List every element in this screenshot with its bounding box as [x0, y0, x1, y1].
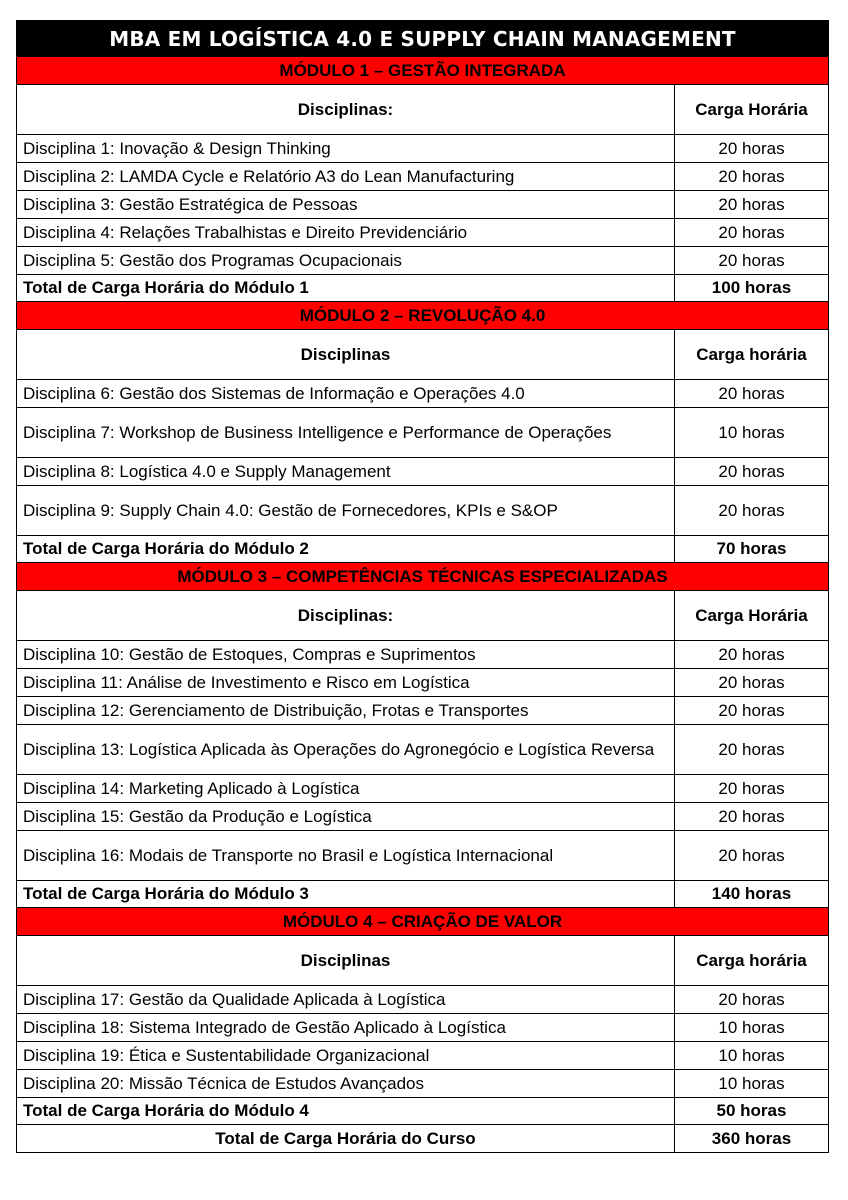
discipline-hours: 20 horas: [675, 163, 829, 191]
discipline-row: [17, 697, 829, 725]
discipline-row: [17, 1014, 829, 1042]
module-1-column-header-row: [17, 85, 829, 135]
discipline-row: [17, 380, 829, 408]
discipline-row: [17, 408, 829, 458]
column-header-carga-horaria: Carga Horária: [675, 591, 829, 641]
discipline-name: Disciplina 3: Gestão Estratégica de Pessoas: [17, 191, 675, 219]
module-3-heading-row: [17, 563, 829, 591]
discipline-hours: 20 horas: [675, 831, 829, 881]
discipline-name: Disciplina 9: Supply Chain 4.0: Gestão de Fornecedores, KPIs e S&OP: [17, 486, 675, 536]
column-header-disciplinas: Disciplinas: [17, 936, 675, 986]
discipline-name: Disciplina 12: Gerenciamento de Distribuição, Frotas e Transportes: [17, 697, 675, 725]
discipline-row: [17, 1070, 829, 1098]
discipline-name: Disciplina 17: Gestão da Qualidade Aplicada à Logística: [17, 986, 675, 1014]
discipline-hours: 20 horas: [675, 641, 829, 669]
discipline-hours: 10 horas: [675, 1070, 829, 1098]
column-header-carga-horaria: Carga Horária: [675, 85, 829, 135]
discipline-row: [17, 163, 829, 191]
curriculum-table-body: [17, 21, 829, 1153]
discipline-hours: 20 horas: [675, 775, 829, 803]
module-total-label: Total de Carga Horária do Módulo 2: [17, 536, 675, 563]
module-heading: MÓDULO 4 – CRIAÇÃO DE VALOR: [17, 908, 829, 936]
discipline-name: Disciplina 7: Workshop de Business Intelligence e Performance de Operações: [17, 408, 675, 458]
discipline-name: Disciplina 6: Gestão dos Sistemas de Informação e Operações 4.0: [17, 380, 675, 408]
discipline-row: [17, 135, 829, 163]
discipline-name: Disciplina 15: Gestão da Produção e Logística: [17, 803, 675, 831]
discipline-name: Disciplina 2: LAMDA Cycle e Relatório A3 do Lean Manufacturing: [17, 163, 675, 191]
module-total-value: 50 horas: [675, 1098, 829, 1125]
module-4-column-header-row: [17, 936, 829, 986]
discipline-name: Disciplina 4: Relações Trabalhistas e Direito Previdenciário: [17, 219, 675, 247]
module-total-value: 140 horas: [675, 881, 829, 908]
discipline-row: [17, 831, 829, 881]
column-header-disciplinas: Disciplinas:: [17, 85, 675, 135]
discipline-hours: 20 horas: [675, 380, 829, 408]
discipline-row: [17, 1042, 829, 1070]
discipline-name: Disciplina 20: Missão Técnica de Estudos Avançados: [17, 1070, 675, 1098]
discipline-row: [17, 247, 829, 275]
course-total-value: 360 horas: [675, 1125, 829, 1153]
module-heading: MÓDULO 3 – COMPETÊNCIAS TÉCNICAS ESPECIALIZADAS: [17, 563, 829, 591]
module-4-heading-row: [17, 908, 829, 936]
discipline-name: Disciplina 11: Análise de Investimento e Risco em Logística: [17, 669, 675, 697]
discipline-hours: 10 horas: [675, 408, 829, 458]
discipline-row: [17, 986, 829, 1014]
discipline-hours: 20 horas: [675, 219, 829, 247]
discipline-row: [17, 803, 829, 831]
discipline-name: Disciplina 1: Inovação & Design Thinking: [17, 135, 675, 163]
discipline-row: [17, 486, 829, 536]
discipline-name: Disciplina 8: Logística 4.0 e Supply Management: [17, 458, 675, 486]
module-heading: MÓDULO 1 – GESTÃO INTEGRADA: [17, 57, 829, 85]
discipline-hours: 10 horas: [675, 1014, 829, 1042]
module-1-total-row: [17, 275, 829, 302]
module-3-column-header-row: [17, 591, 829, 641]
module-total-label: Total de Carga Horária do Módulo 3: [17, 881, 675, 908]
curriculum-table: [16, 20, 829, 1153]
module-3-total-row: [17, 881, 829, 908]
discipline-row: [17, 775, 829, 803]
discipline-name: Disciplina 13: Logística Aplicada às Operações do Agronegócio e Logística Reversa: [17, 725, 675, 775]
discipline-row: [17, 458, 829, 486]
module-2-heading-row: [17, 302, 829, 330]
discipline-hours: 10 horas: [675, 1042, 829, 1070]
discipline-row: [17, 641, 829, 669]
module-total-label: Total de Carga Horária do Módulo 4: [17, 1098, 675, 1125]
discipline-hours: 20 horas: [675, 458, 829, 486]
discipline-hours: 20 horas: [675, 669, 829, 697]
discipline-row: [17, 219, 829, 247]
discipline-hours: 20 horas: [675, 725, 829, 775]
module-1-heading-row: [17, 57, 829, 85]
column-header-carga-horaria: Carga horária: [675, 330, 829, 380]
discipline-hours: 20 horas: [675, 697, 829, 725]
module-heading: MÓDULO 2 – REVOLUÇÃO 4.0: [17, 302, 829, 330]
discipline-hours: 20 horas: [675, 135, 829, 163]
discipline-row: [17, 669, 829, 697]
module-total-value: 70 horas: [675, 536, 829, 563]
discipline-row: [17, 725, 829, 775]
module-total-value: 100 horas: [675, 275, 829, 302]
column-header-disciplinas: Disciplinas: [17, 330, 675, 380]
course-total-row: [17, 1125, 829, 1153]
title-row: [17, 21, 829, 57]
module-2-total-row: [17, 536, 829, 563]
discipline-name: Disciplina 19: Ética e Sustentabilidade Organizacional: [17, 1042, 675, 1070]
discipline-row: [17, 191, 829, 219]
discipline-name: Disciplina 5: Gestão dos Programas Ocupacionais: [17, 247, 675, 275]
discipline-name: Disciplina 18: Sistema Integrado de Gestão Aplicado à Logística: [17, 1014, 675, 1042]
discipline-name: Disciplina 16: Modais de Transporte no Brasil e Logística Internacional: [17, 831, 675, 881]
discipline-hours: 20 horas: [675, 986, 829, 1014]
column-header-disciplinas: Disciplinas:: [17, 591, 675, 641]
module-4-total-row: [17, 1098, 829, 1125]
discipline-hours: 20 horas: [675, 486, 829, 536]
discipline-hours: 20 horas: [675, 247, 829, 275]
discipline-hours: 20 horas: [675, 803, 829, 831]
column-header-carga-horaria: Carga horária: [675, 936, 829, 986]
course-total-label: Total de Carga Horária do Curso: [17, 1125, 675, 1153]
discipline-hours: 20 horas: [675, 191, 829, 219]
discipline-name: Disciplina 14: Marketing Aplicado à Logística: [17, 775, 675, 803]
discipline-name: Disciplina 10: Gestão de Estoques, Compras e Suprimentos: [17, 641, 675, 669]
module-total-label: Total de Carga Horária do Módulo 1: [17, 275, 675, 302]
course-title: MBA EM LOGÍSTICA 4.0 E SUPPLY CHAIN MANAGEMENT: [17, 21, 829, 57]
module-2-column-header-row: [17, 330, 829, 380]
